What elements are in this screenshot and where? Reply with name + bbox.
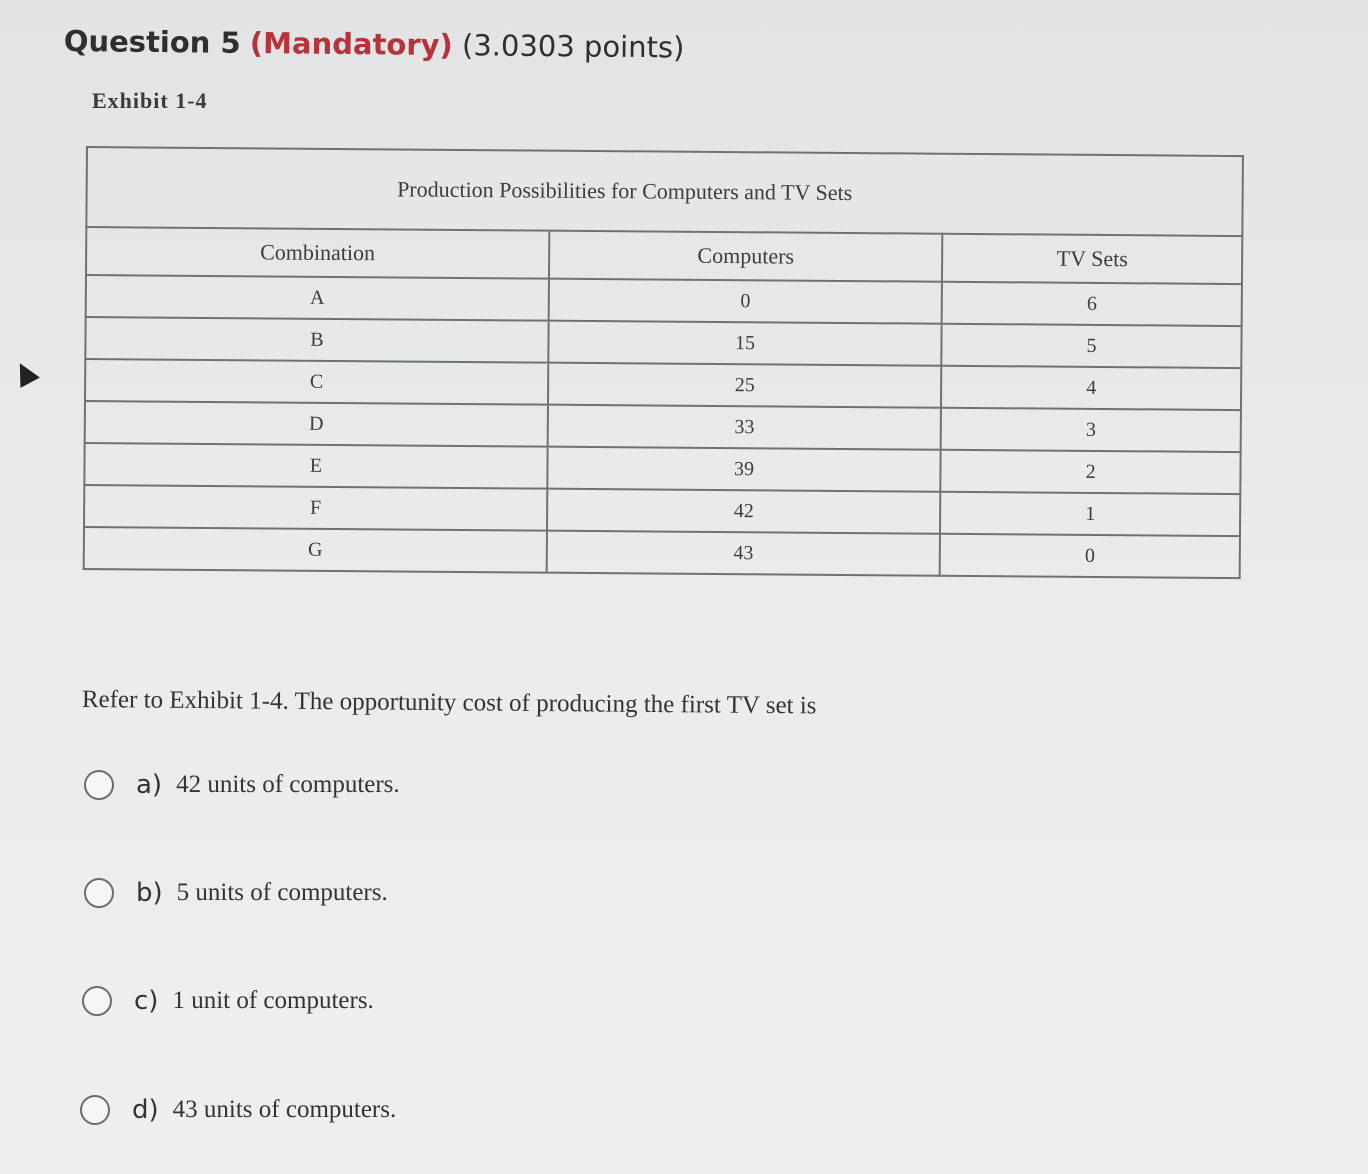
table-row bbox=[84, 527, 1240, 578]
option-b[interactable] bbox=[84, 878, 388, 908]
radio-button-icon[interactable] bbox=[84, 770, 114, 800]
cell-computers: 25 bbox=[548, 363, 942, 408]
option-letter: d) bbox=[132, 1095, 159, 1125]
option-letter: b) bbox=[136, 878, 163, 908]
cell-combination: E bbox=[84, 443, 547, 489]
radio-button-icon[interactable] bbox=[82, 986, 112, 1016]
cell-computers: 39 bbox=[547, 447, 941, 492]
cell-tv-sets: 2 bbox=[941, 450, 1241, 494]
question-prompt: Refer to Exhibit 1-4. The opportunity cost of producing the first TV set is bbox=[81, 686, 817, 720]
header-tv-sets: TV Sets bbox=[942, 234, 1242, 284]
cell-tv-sets: 6 bbox=[942, 282, 1242, 326]
cell-tv-sets: 1 bbox=[940, 492, 1240, 536]
cell-tv-sets: 3 bbox=[941, 408, 1241, 452]
cell-tv-sets: 5 bbox=[942, 324, 1242, 368]
cell-computers: 43 bbox=[547, 531, 941, 576]
option-text: 43 units of computers. bbox=[172, 1096, 397, 1123]
radio-button-icon[interactable] bbox=[84, 878, 114, 908]
radio-button-icon[interactable] bbox=[80, 1095, 110, 1125]
option-text: 1 unit of computers. bbox=[172, 987, 374, 1014]
question-number: Question 5 bbox=[63, 24, 241, 60]
cell-combination: A bbox=[86, 275, 549, 321]
header-combination: Combination bbox=[86, 227, 549, 279]
cell-combination: D bbox=[85, 401, 548, 447]
exhibit-label: Exhibit 1-4 bbox=[92, 88, 208, 113]
option-text: 5 units of computers. bbox=[176, 879, 388, 906]
option-letter: c) bbox=[134, 986, 159, 1016]
cell-combination: C bbox=[85, 359, 548, 405]
production-possibilities-table bbox=[83, 146, 1244, 579]
option-d[interactable] bbox=[80, 1095, 396, 1125]
cell-computers: 0 bbox=[549, 279, 943, 324]
mandatory-label: (Mandatory) bbox=[249, 25, 453, 63]
cell-computers: 15 bbox=[548, 321, 942, 366]
exhibit-table-container bbox=[83, 146, 1244, 583]
option-text: 42 units of computers. bbox=[176, 771, 400, 798]
cell-combination: B bbox=[85, 317, 548, 363]
cell-computers: 33 bbox=[548, 405, 942, 450]
option-a[interactable] bbox=[84, 770, 400, 800]
table-caption: Production Possibilities for Computers and TV Sets bbox=[86, 147, 1243, 236]
header-computers: Computers bbox=[549, 231, 943, 282]
cell-computers: 42 bbox=[547, 489, 941, 534]
cell-tv-sets: 0 bbox=[940, 534, 1240, 578]
question-header bbox=[64, 24, 685, 64]
mouse-cursor-icon bbox=[10, 358, 40, 388]
cell-combination: F bbox=[84, 485, 547, 531]
option-c[interactable] bbox=[82, 986, 374, 1016]
option-letter: a) bbox=[136, 770, 163, 800]
cell-tv-sets: 4 bbox=[941, 366, 1241, 410]
cell-combination: G bbox=[84, 527, 547, 573]
points-label: (3.0303 points) bbox=[461, 28, 685, 65]
